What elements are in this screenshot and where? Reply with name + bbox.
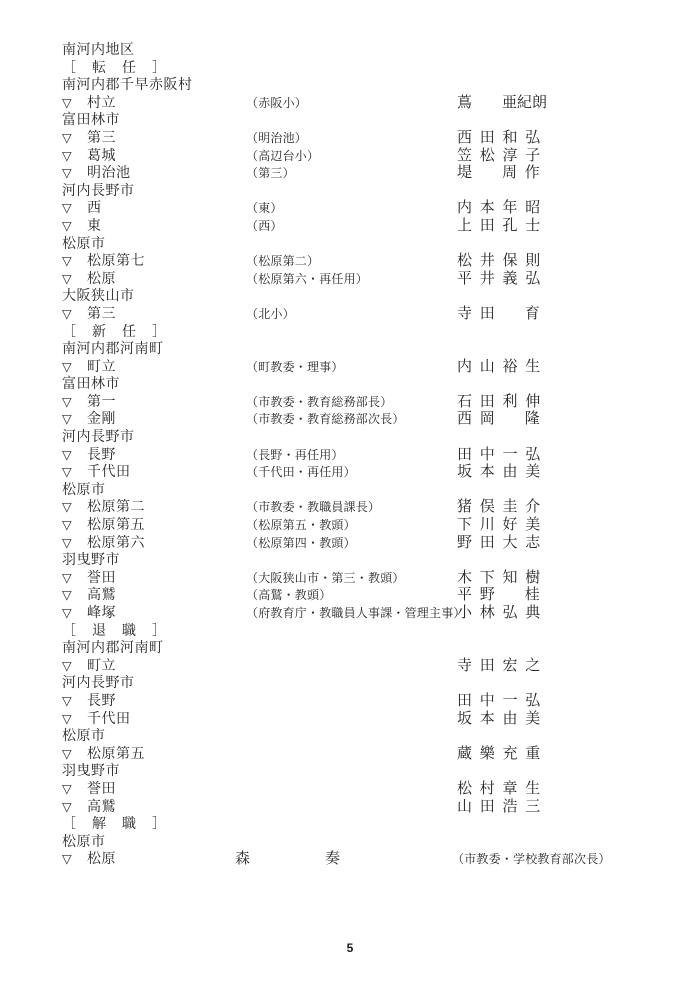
down-triangle-icon: ▽ xyxy=(62,465,72,480)
entry-row xyxy=(0,658,700,676)
section-header: ［ 転 任 ］ xyxy=(62,60,167,76)
municipality-header: 羽曳野市 xyxy=(62,553,120,569)
person-name: 寺 田 育 xyxy=(457,305,540,322)
person-name: 平 野 桂 xyxy=(457,587,540,604)
entry-row xyxy=(0,271,700,289)
region-title: 南河内地区 xyxy=(62,43,135,58)
down-triangle-icon: ▽ xyxy=(62,518,72,533)
person-name: 上 田 孔 士 xyxy=(457,217,541,234)
municipality-header: 松原市 xyxy=(62,834,106,850)
person-name: 小 林 弘 典 xyxy=(457,605,541,621)
down-triangle-icon: ▽ xyxy=(62,746,72,761)
person-name: 寺 田 宏 之 xyxy=(457,657,541,674)
school-name: 村立 xyxy=(87,95,116,111)
down-triangle-icon: ▽ xyxy=(62,535,72,550)
person-name: 西 田 和 弘 xyxy=(457,129,541,146)
person-name: 猪 俣 圭 介 xyxy=(457,499,541,516)
entry-row xyxy=(0,517,700,535)
previous-post-note: （市教委・教育総務部次長） xyxy=(246,412,405,427)
entry-row xyxy=(0,200,700,218)
municipality-header: 南河内郡河南町 xyxy=(62,342,164,358)
down-triangle-icon: ▽ xyxy=(62,394,72,409)
municipality-header: 羽曳野市 xyxy=(62,764,120,780)
school-name: 金剛 xyxy=(87,412,116,428)
previous-post-note: （松原第六・再任用） xyxy=(246,271,369,286)
person-name: 木 下 知 樹 xyxy=(457,569,541,586)
entry-row xyxy=(0,306,700,324)
entry-row xyxy=(0,95,700,113)
down-triangle-icon: ▽ xyxy=(62,201,72,216)
down-triangle-icon: ▽ xyxy=(62,711,72,726)
entry-row xyxy=(0,130,700,148)
previous-post-note: （高辺台小） xyxy=(246,148,320,163)
entry-row xyxy=(0,359,700,377)
person-name: 野 田 大 志 xyxy=(457,534,541,551)
previous-post-note: （松原第五・教頭） xyxy=(246,518,356,533)
municipality-header: 松原市 xyxy=(62,482,106,498)
municipality-header: 大阪狭山市 xyxy=(62,289,135,305)
municipality-header: 河内長野市 xyxy=(62,430,135,446)
school-name: 第三 xyxy=(87,306,116,322)
entry-row xyxy=(0,799,700,817)
down-triangle-icon: ▽ xyxy=(62,271,72,286)
school-name: 松原第七 xyxy=(87,254,145,270)
entry-row xyxy=(0,148,700,166)
person-name: 田 中 一 弘 xyxy=(457,446,541,463)
municipality-header: 松原市 xyxy=(62,729,106,745)
entry-row xyxy=(0,587,700,605)
previous-post-note: （高鷲・教頭） xyxy=(246,588,332,603)
school-name: 町立 xyxy=(87,359,116,375)
previous-post-note: （赤阪小） xyxy=(246,95,308,110)
school-name: 葛城 xyxy=(87,148,116,164)
down-triangle-icon: ▽ xyxy=(62,500,72,515)
previous-post-note: （市教委・教育総務部長） xyxy=(246,394,393,409)
school-name: 松原第五 xyxy=(87,518,145,534)
down-triangle-icon: ▽ xyxy=(62,606,72,620)
person-name: 坂 本 由 美 xyxy=(457,710,541,727)
person-name: 松 井 保 則 xyxy=(457,253,541,270)
school-name: 誉田 xyxy=(87,570,116,586)
entry-row xyxy=(0,394,700,412)
down-triangle-icon: ▽ xyxy=(62,148,72,163)
person-name: 堤 周 作 xyxy=(457,165,540,182)
down-triangle-icon: ▽ xyxy=(62,447,72,462)
school-name: 高鷲 xyxy=(87,588,116,604)
school-name: 明治池 xyxy=(87,166,131,182)
down-triangle-icon: ▽ xyxy=(62,95,72,110)
down-triangle-icon: ▽ xyxy=(62,570,72,585)
school-name: 松原 xyxy=(87,271,116,287)
previous-post-note: （町教委・理事） xyxy=(246,359,344,374)
previous-post-note: （松原第四・教頭） xyxy=(246,535,356,550)
entry-row xyxy=(0,165,700,183)
down-triangle-icon: ▽ xyxy=(62,781,72,796)
down-triangle-icon: ▽ xyxy=(62,130,72,145)
person-name: 田 中 一 弘 xyxy=(457,692,541,709)
previous-post-note: （北小） xyxy=(246,306,295,321)
person-name: 森 奏 xyxy=(235,851,341,868)
down-triangle-icon: ▽ xyxy=(62,412,72,427)
school-name: 松原第二 xyxy=(87,500,145,516)
entry-row xyxy=(0,499,700,517)
school-name: 東 xyxy=(87,218,102,234)
school-name: 松原第五 xyxy=(87,746,145,762)
entry-row xyxy=(0,693,700,711)
down-triangle-icon: ▽ xyxy=(62,359,72,374)
person-name: 内 本 年 昭 xyxy=(457,200,541,217)
document-body xyxy=(0,42,700,869)
entry-row xyxy=(0,464,700,482)
section-header: ［ 解 職 ］ xyxy=(62,817,167,833)
down-triangle-icon: ▽ xyxy=(62,588,72,603)
school-name: 西 xyxy=(87,201,102,217)
page-number: 5 xyxy=(346,941,354,955)
entry-row xyxy=(0,851,700,869)
entry-row xyxy=(0,447,700,465)
school-name: 高鷲 xyxy=(87,799,116,815)
person-name: 内 山 裕 生 xyxy=(457,358,541,375)
down-triangle-icon: ▽ xyxy=(62,852,72,867)
school-name: 第一 xyxy=(87,394,116,410)
down-triangle-icon: ▽ xyxy=(62,306,72,321)
entry-row xyxy=(0,411,700,429)
entry-row xyxy=(0,781,700,799)
person-name: 下 川 好 美 xyxy=(457,517,541,534)
entry-row xyxy=(0,253,700,271)
municipality-header: 南河内郡千早赤阪村 xyxy=(62,78,193,94)
down-triangle-icon: ▽ xyxy=(62,254,72,269)
person-name: 西 岡 隆 xyxy=(457,411,540,428)
person-name: 笠 松 淳 子 xyxy=(457,147,541,164)
down-triangle-icon: ▽ xyxy=(62,693,72,708)
school-name: 第三 xyxy=(87,130,116,146)
previous-post-note: （長野・再任用） xyxy=(246,447,344,462)
entry-row xyxy=(0,746,700,764)
entry-row xyxy=(0,605,700,623)
position-note: （市教委・学校教育部次長） xyxy=(452,852,611,867)
school-name: 誉田 xyxy=(87,781,116,797)
person-name: 平 井 義 弘 xyxy=(457,270,541,287)
previous-post-note: （千代田・再任用） xyxy=(246,465,356,480)
school-name: 長野 xyxy=(87,693,116,709)
previous-post-note: （松原第二） xyxy=(246,254,320,269)
entry-row xyxy=(0,218,700,236)
down-triangle-icon: ▽ xyxy=(62,166,72,181)
municipality-header: 南河内郡河南町 xyxy=(62,641,164,657)
down-triangle-icon: ▽ xyxy=(62,799,72,814)
section-header: ［ 新 任 ］ xyxy=(62,324,167,340)
municipality-header: 富田林市 xyxy=(62,113,120,129)
previous-post-note: （明治池） xyxy=(246,130,308,145)
down-triangle-icon: ▽ xyxy=(62,658,72,673)
previous-post-note: （市教委・教職員課長） xyxy=(246,500,381,515)
previous-post-note: （第三） xyxy=(246,166,295,181)
school-name: 長野 xyxy=(87,447,116,463)
school-name: 峰塚 xyxy=(87,606,116,621)
school-name: 千代田 xyxy=(87,465,131,481)
municipality-header: 松原市 xyxy=(62,236,106,252)
previous-post-note: （東） xyxy=(246,201,283,216)
entry-row xyxy=(0,535,700,553)
municipality-header: 河内長野市 xyxy=(62,183,135,199)
municipality-header: 富田林市 xyxy=(62,377,120,393)
municipality-header: 河内長野市 xyxy=(62,676,135,692)
person-name: 蔵 樂 充 重 xyxy=(457,745,541,762)
school-name: 千代田 xyxy=(87,711,131,727)
previous-post-note: （府教育庁・教職員人事課・管理主事） xyxy=(246,606,466,620)
down-triangle-icon: ▽ xyxy=(62,218,72,233)
school-name: 町立 xyxy=(87,658,116,674)
previous-post-note: （西） xyxy=(246,218,283,233)
person-name: 蔦 亜紀朗 xyxy=(457,94,548,111)
entry-row xyxy=(0,570,700,588)
school-name: 松原第六 xyxy=(87,535,145,551)
school-name: 松原 xyxy=(87,852,116,868)
person-name: 坂 本 由 美 xyxy=(457,464,541,481)
person-name: 松 村 章 生 xyxy=(457,780,541,797)
person-name: 石 田 利 伸 xyxy=(457,393,541,410)
section-header: ［ 退 職 ］ xyxy=(62,623,167,639)
entry-row xyxy=(0,711,700,729)
person-name: 山 田 浩 三 xyxy=(457,798,541,815)
previous-post-note: （大阪狭山市・第三・教頭） xyxy=(246,570,405,585)
